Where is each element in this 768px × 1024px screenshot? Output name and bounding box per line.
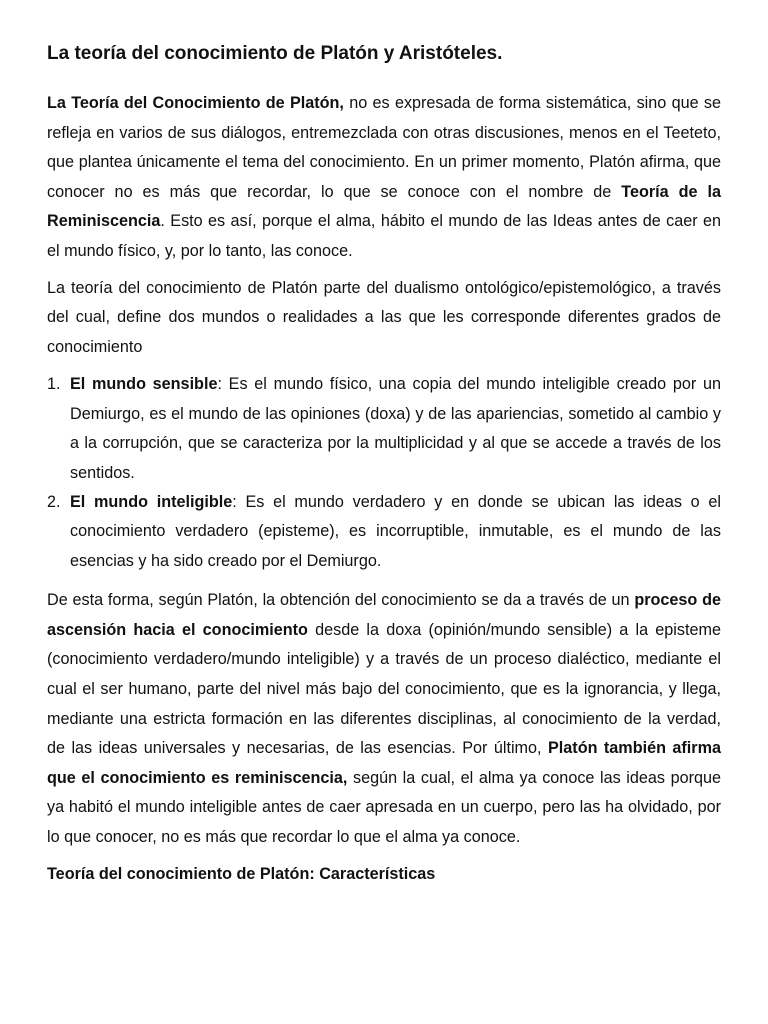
- list-item-term: El mundo inteligible: [70, 492, 233, 511]
- ascension-text-a: De esta forma, según Platón, la obtención del conocimiento se da a través de un: [47, 591, 635, 610]
- intro-text-b: . Esto es así, porque el alma, hábito el mundo de las Ideas antes de caer en el mundo físico, y, por lo tanto, las conoce.: [47, 212, 721, 260]
- ascension-paragraph: [47, 586, 721, 852]
- ascension-text-c: según la cual, el alma ya conoce las ideas porque ya habitó el mundo inteligible antes de caer apresada en un cuerpo, pero las ha olvidado, por lo que conocer, no es más que recordar lo que el alma ya conoce.: [47, 768, 721, 846]
- worlds-list: [47, 370, 721, 576]
- reminiscence-term: Teoría de la Reminiscencia: [47, 182, 721, 231]
- ascension-text-b: desde la doxa (opinión/mundo sensible) a la episteme (conocimiento verdadero/mundo inteligible) y a través de un proceso dialéctico, mediante el cual el ser humano, parte del nivel más bajo del conocimiento, que es la ignorancia, y llega, mediante una estricta formación en las diferentes disciplinas, al conocimiento de la verdad, de las ideas universales y necesarias, de las esencias. Por último,: [47, 620, 721, 758]
- list-item: [47, 488, 721, 576]
- list-item: [47, 370, 721, 488]
- intro-paragraph: [47, 89, 721, 267]
- ascension-bold-a: proceso de ascensión hacia el conocimiento: [47, 591, 721, 639]
- list-item-text: : Es el mundo verdadero y en donde se ubican las ideas o el conocimiento verdadero (episteme), es incorruptible, inmutable, es el mundo de las esencias y ha sido creado por el Demiurgo.: [70, 492, 721, 570]
- dualism-paragraph: La teoría del conocimiento de Platón parte del dualismo ontológico/epistemológico, a través del cual, define dos mundos o realidades a las que les corresponde diferentes grados de conocimiento: [47, 278, 721, 356]
- ascension-bold-b: Platón también afirma que el conocimiento es reminiscencia,: [47, 739, 722, 787]
- list-item-number: 2.: [47, 492, 61, 511]
- intro-text-a: no es expresada de forma sistemática, sino que se refleja en varios de sus diálogos, entremezclada con otras discusiones, menos en el Teeteto, que plantea únicamente el tema del conocimiento. En un primer momento, Platón afirma, que conocer no es más que recordar, lo que se conoce con el nombre de: [47, 94, 721, 201]
- list-item-term: El mundo sensible: [70, 375, 218, 394]
- list-item-text: : Es el mundo físico, una copia del mundo inteligible creado por un Demiurgo, es el mundo de las opiniones (doxa) y de las apariencias, sometido al cambio y a la corrupción, que se caracteriza por la multiplicidad y al que se accede a través de los sentidos.: [70, 375, 721, 482]
- intro-bold-lead: La Teoría del Conocimiento de Platón,: [47, 94, 344, 112]
- list-item-number: 1.: [47, 375, 61, 394]
- document-title: La teoría del conocimiento de Platón y Aristóteles.: [47, 43, 503, 64]
- section-subtitle: Teoría del conocimiento de Platón: Características: [47, 864, 436, 883]
